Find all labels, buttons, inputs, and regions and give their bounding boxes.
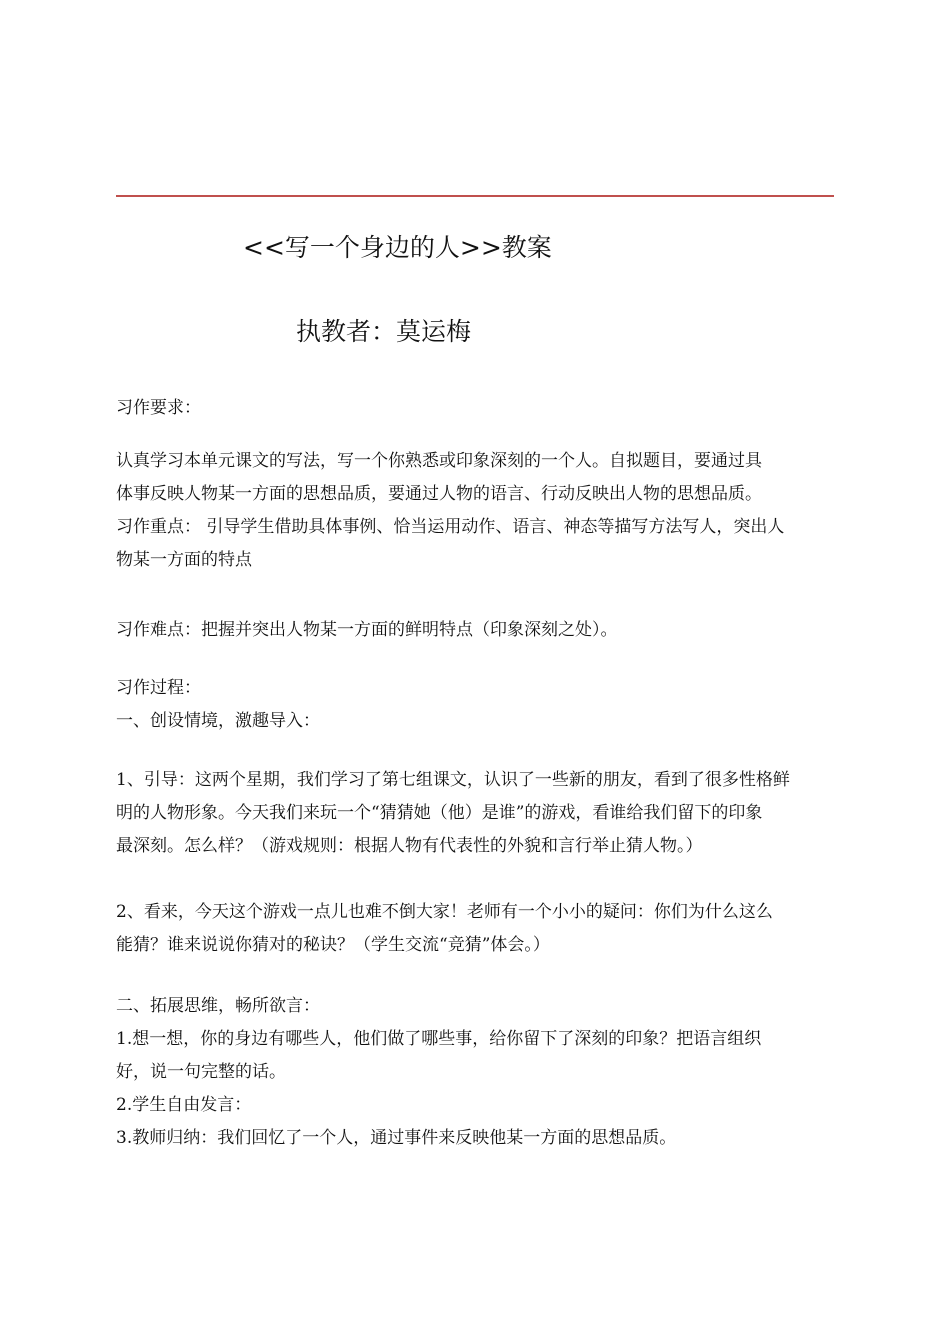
section-1-item-2 xyxy=(116,896,836,962)
document-title: <<写一个身边的人>>教案 xyxy=(243,233,552,262)
paragraph-line: 物某一方面的特点 xyxy=(116,550,252,570)
paragraph-line: 体事反映人物某一方面的思想品质，要通过人物的语言、行动反映出人物的思想品质。 xyxy=(116,484,762,504)
paragraph-line: 2、看来，今天这个游戏一点儿也难不倒大家！老师有一个小小的疑问：你们为什么这么 xyxy=(116,902,773,922)
section-2 xyxy=(116,990,836,1155)
requirements-paragraph xyxy=(116,445,836,577)
process-heading: 习作过程： xyxy=(116,678,201,698)
paragraph-line: 能猜？谁来说说你猜对的秘诀？（学生交流“竞猜”体会。） xyxy=(116,935,550,955)
paragraph-line: 习作重点： 引导学生借助具体事例、恰当运用动作、语言、神态等描写方法写人，突出人 xyxy=(116,517,785,537)
paragraph-line: 习作难点：把握并突出人物某一方面的鲜明特点（印象深刻之处）。 xyxy=(116,620,618,640)
difficulty-paragraph xyxy=(116,614,836,647)
paragraph-line: 1、引导：这两个星期，我们学习了第七组课文，认识了一些新的朋友，看到了很多性格鲜 xyxy=(116,770,790,790)
process-section xyxy=(116,672,836,738)
requirements-heading xyxy=(116,392,836,425)
list-item: 3.教师归纳：我们回忆了一个人，通过事件来反映他某一方面的思想品质。 xyxy=(116,1128,677,1148)
paragraph-line: 认真学习本单元课文的写法，写一个你熟悉或印象深刻的一个人。自拟题目，要通过具 xyxy=(116,451,762,471)
list-item: 好，说一句完整的话。 xyxy=(116,1062,286,1082)
paragraph-line: 最深刻。怎么样？（游戏规则：根据人物有代表性的外貌和言行举止猜人物。） xyxy=(116,836,703,856)
author-line: 执教者：莫运梅 xyxy=(296,317,472,346)
section-1-title: 一、创设情境，激趣导入： xyxy=(116,711,320,731)
header-rule xyxy=(116,195,834,197)
requirements-heading-text: 习作要求： xyxy=(116,398,201,418)
section-1-item-1 xyxy=(116,764,836,863)
section-2-title: 二、拓展思维，畅所欲言： xyxy=(116,996,320,1016)
paragraph-line: 明的人物形象。今天我们来玩一个“猜猜她（他）是谁”的游戏，看谁给我们留下的印象 xyxy=(116,803,763,823)
list-item: 1.想一想，你的身边有哪些人，他们做了哪些事，给你留下了深刻的印象？把语言组织 xyxy=(116,1029,762,1049)
list-item: 2.学生自由发言： xyxy=(116,1095,252,1115)
